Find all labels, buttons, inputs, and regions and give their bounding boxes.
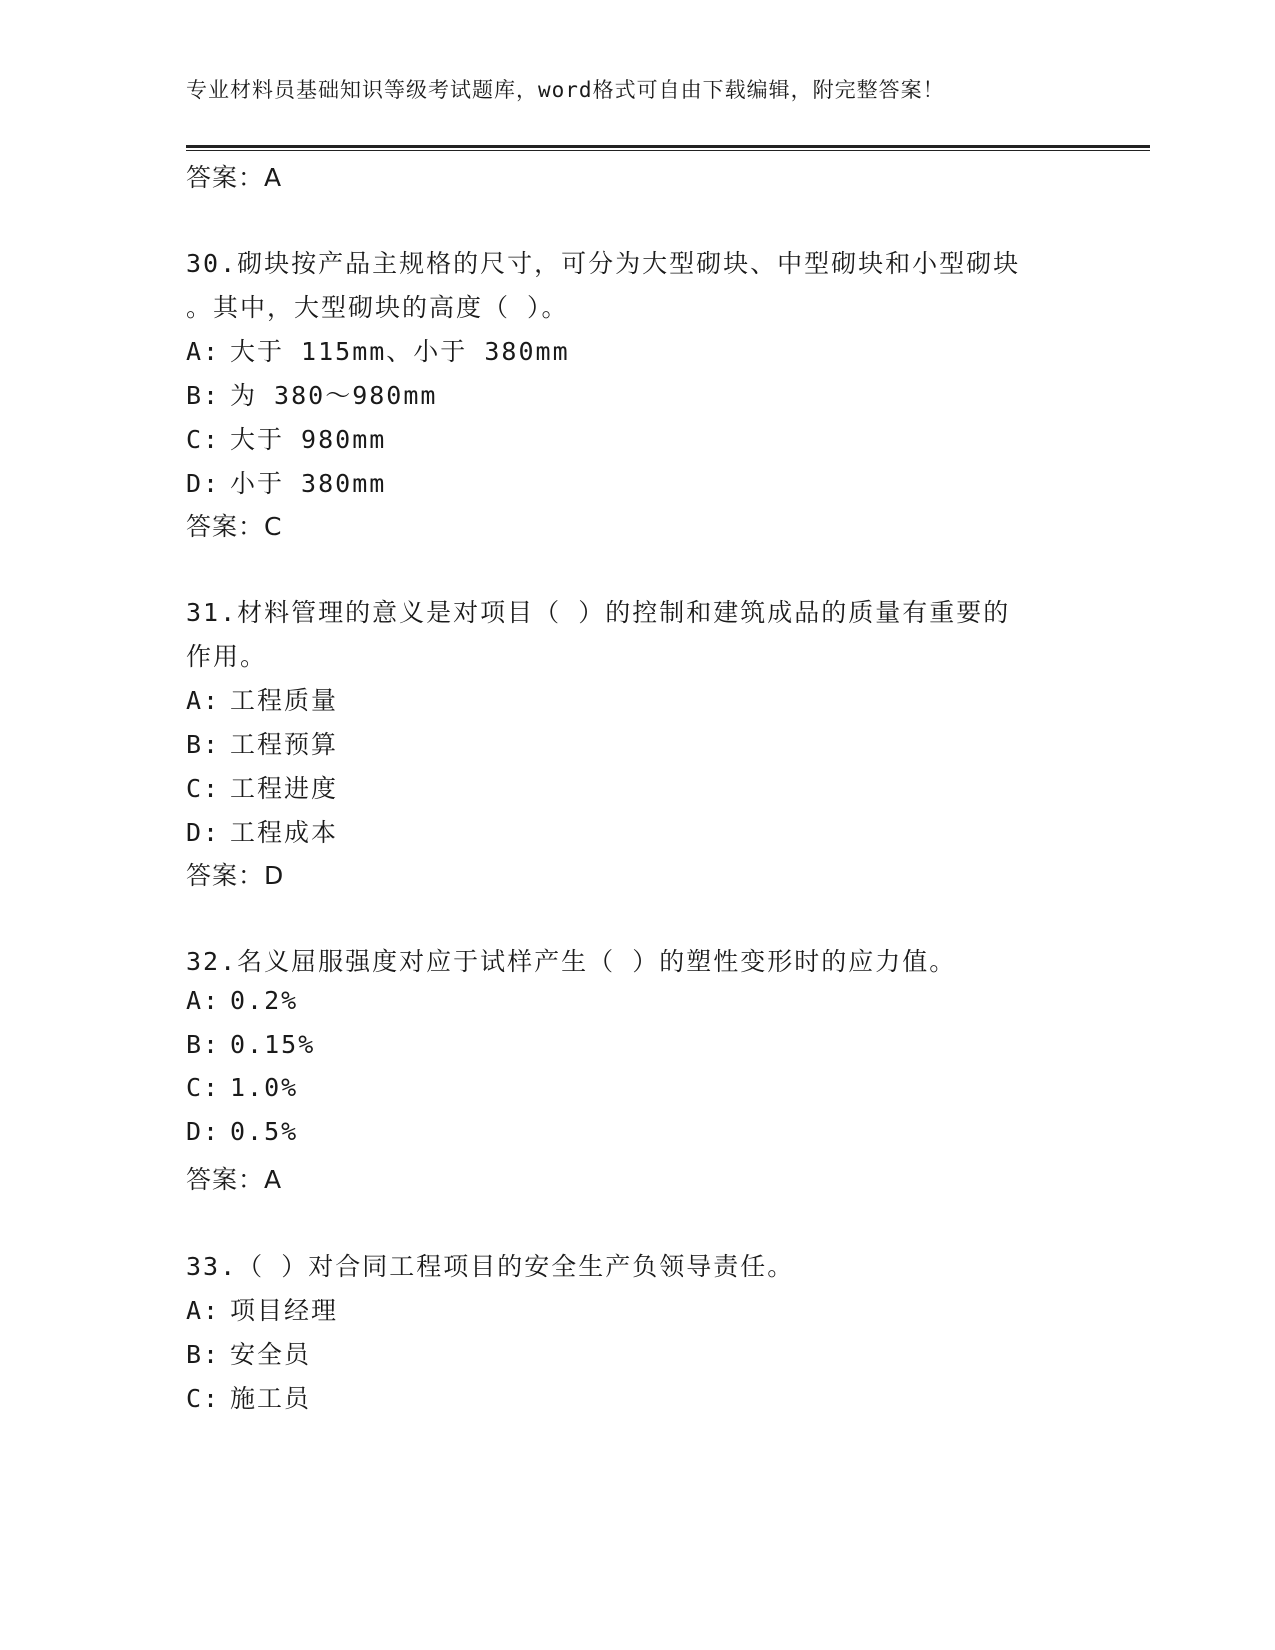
option-text: 项目经理 (230, 1296, 339, 1325)
option-c (186, 1073, 298, 1102)
option-a (186, 1291, 338, 1327)
option-key: C: (186, 774, 221, 803)
option-d (186, 1117, 298, 1146)
option-a (186, 986, 298, 1015)
option-key: A: (186, 686, 221, 715)
question-stem-continued: 。其中，大型砌块的高度（ ）。 (186, 293, 569, 322)
question-stem-continued: 作用。 (186, 642, 268, 671)
answer: 答案：D (186, 861, 285, 890)
option-c (186, 420, 386, 456)
option-text: 1.0% (230, 1073, 299, 1102)
question-stem: 30.砌块按产品主规格的尺寸，可分为大型砌块、中型砌块和小型砌块 (186, 249, 1021, 278)
answer: 答案：C (186, 512, 283, 541)
option-key: D: (186, 1117, 221, 1146)
option-key: B: (186, 730, 221, 759)
page-header: 专业材料员基础知识等级考试题库，word格式可自由下载编辑，附完整答案！ (186, 78, 945, 102)
option-a (186, 681, 338, 717)
option-key: D: (186, 818, 221, 847)
option-a (186, 332, 570, 368)
previous-answer: 答案：A (186, 163, 283, 192)
option-b (186, 376, 437, 412)
option-text: 工程质量 (230, 686, 339, 715)
option-text: 工程进度 (230, 774, 339, 803)
option-key: C: (186, 1384, 221, 1413)
option-key: A: (186, 337, 221, 366)
option-key: D: (186, 469, 221, 498)
option-key: B: (186, 381, 221, 410)
option-c (186, 1379, 311, 1415)
option-text: 为 380～980mm (230, 381, 438, 410)
option-d (186, 813, 338, 849)
option-text: 施工员 (230, 1384, 312, 1413)
option-key: C: (186, 1073, 221, 1102)
option-key: C: (186, 425, 221, 454)
option-text: 安全员 (230, 1340, 312, 1369)
option-d (186, 464, 386, 500)
question-stem: 31.材料管理的意义是对项目（ ）的控制和建筑成品的质量有重要的 (186, 598, 1011, 627)
option-text: 0.2% (230, 986, 299, 1015)
option-key: A: (186, 986, 221, 1015)
option-b (186, 1030, 315, 1059)
option-text: 大于 980mm (230, 425, 387, 454)
option-text: 工程预算 (230, 730, 339, 759)
option-key: B: (186, 1340, 221, 1369)
header-divider (186, 145, 1150, 148)
option-c (186, 769, 338, 805)
option-key: A: (186, 1296, 221, 1325)
answer: 答案：A (186, 1165, 283, 1194)
option-text: 0.5% (230, 1117, 299, 1146)
question-stem: 33.（ ）对合同工程项目的安全生产负领导责任。 (186, 1252, 795, 1281)
option-text: 工程成本 (230, 818, 339, 847)
option-text: 小于 380mm (230, 469, 387, 498)
option-b (186, 1335, 311, 1371)
option-key: B: (186, 1030, 221, 1059)
option-b (186, 725, 338, 761)
option-text: 0.15% (230, 1030, 316, 1059)
option-text: 大于 115mm、小于 380mm (230, 337, 570, 366)
question-stem: 32.名义屈服强度对应于试样产生（ ）的塑性变形时的应力值。 (186, 947, 957, 976)
